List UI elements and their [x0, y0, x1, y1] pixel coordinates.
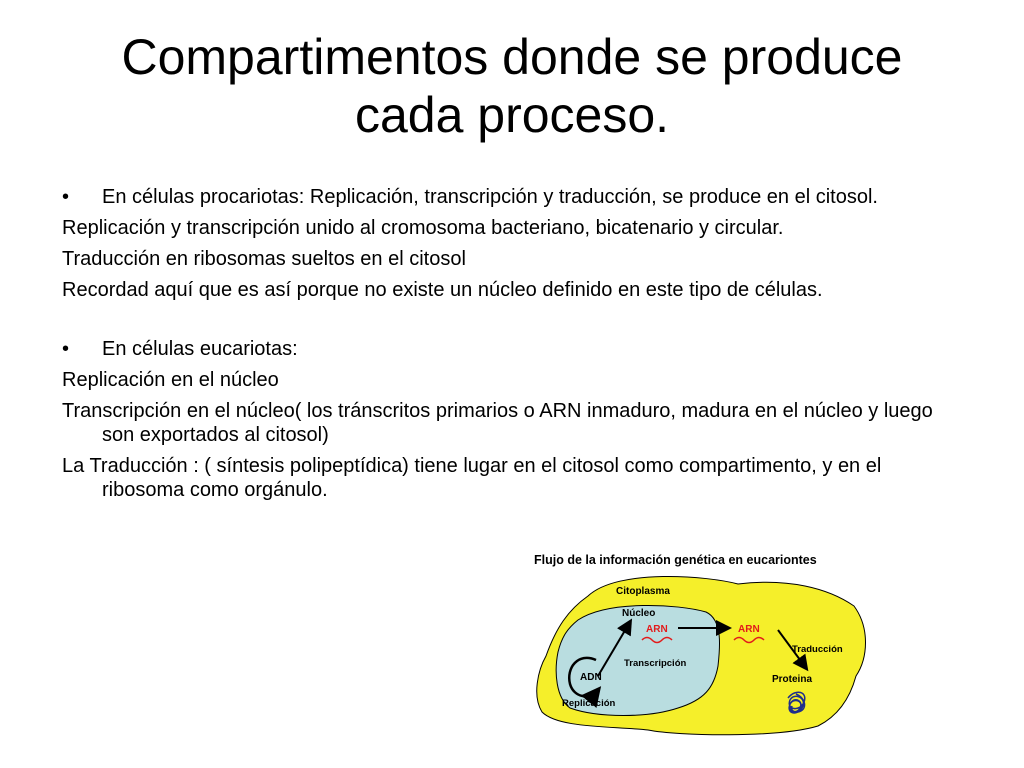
eucariotas-line-2: Transcripción en el núcleo( los tránscritos primarios o ARN inmaduro, madura en el núcleo y luego son exportados al citosol) [62, 400, 933, 446]
eucariotas-line-3: La Traducción : ( síntesis polipeptídica) tiene lugar en el citosol como compartimento, y en el ribosoma como orgánulo. [62, 455, 882, 501]
bullet-eucariotas-text: En células eucariotas: [102, 338, 298, 360]
eucariotas-line-1: Replicación en el núcleo [62, 369, 279, 391]
procariotas-line-3: Recordad aquí que es así porque no existe un núcleo definido en este tipo de células. [62, 279, 823, 301]
arn-nucleus-label: ARN [646, 624, 668, 635]
bullet-procariotas [62, 185, 962, 209]
transcripcion-label: Transcripción [624, 658, 687, 669]
diagram-title: Flujo de la información genética en eucariontes [534, 553, 817, 567]
replicacion-label: Replicación [562, 698, 616, 709]
procariotas-line-1: Replicación y transcripción unido al cromosoma bacteriano, bicatenario y circular. [62, 217, 784, 239]
bullet-dot: • [62, 186, 70, 208]
slide-title [40, 28, 984, 144]
bullet-eucariotas [62, 337, 962, 361]
bullet-dot: • [62, 338, 70, 360]
adn-label: ADN [580, 672, 602, 683]
procariotas-line-2: Traducción en ribosomas sueltos en el citosol [62, 248, 466, 270]
traduccion-label: Traducción [792, 644, 843, 655]
title-line-2: cada proceso. [354, 87, 670, 143]
proteina-label: Proteina [772, 674, 813, 685]
title-line-1: Compartimentos donde se produce [121, 29, 903, 85]
nucleo-label: Núcleo [622, 608, 656, 619]
citoplasma-label: Citoplasma [616, 586, 670, 597]
spacer [62, 309, 962, 337]
slide-body [62, 185, 962, 509]
genetic-flow-diagram [528, 548, 878, 743]
arn-cytoplasm-label: ARN [738, 624, 760, 635]
diagram-svg [528, 548, 878, 743]
bullet-procariotas-text: En células procariotas: Replicación, transcripción y traducción, se produce en el citosol. [102, 186, 878, 208]
